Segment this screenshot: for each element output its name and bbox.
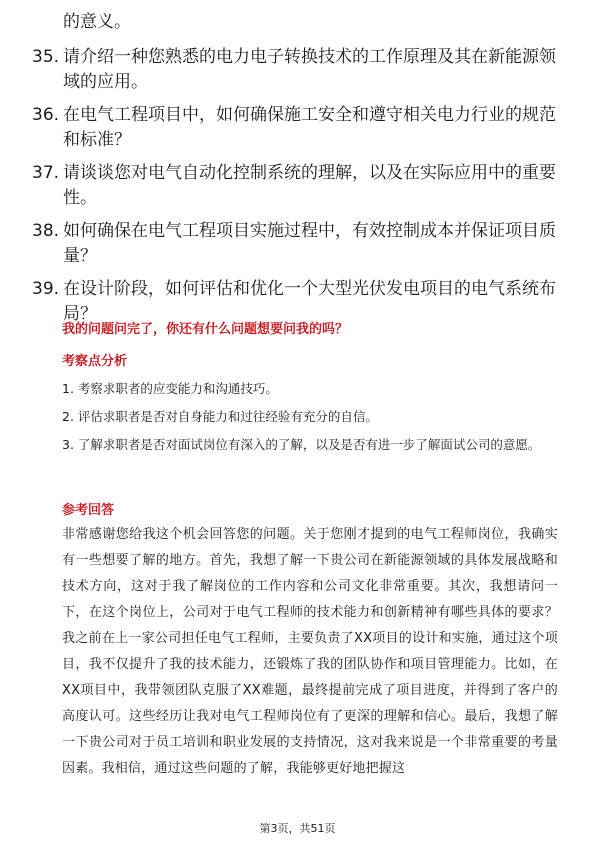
question-number: 39. [32,279,60,299]
continuation-text: 的意义。 [63,12,131,32]
question-text: 请介绍一种您熟悉的电力电子转换技术的工作原理及其在新能源领域的应用。 [63,47,556,92]
answer-paragraph: 非常感谢您给我这个机会回答您的问题。关于您刚才提到的电气工程师岗位，我确实有一些想要了解的地方。首先，我想了解一下贵公司在新能源领域的具体发展战略和技术方向，这对于我了解岗位的工作内容和公司文化非常重要。其次，我想请问一下，在这个岗位上，公司对于电气工程师的技术能力和创新精神有哪些具体的要求？我之前在上一家公司担任电气工程师，主要负责了XX项目的设计和实施，通过这个项目，我不仅提升了我的技术能力，还锻炼了我的团队协作和项目管理能力。比如，在XX项目中，我带领团队克服了XX难题，最终提前完成了项目进度，并得到了客户的高度认可。这些经历让我对电气工程师岗位有了更深的理解和信心。最后，我想了解一下贵公司对于员工培训和职业发展的支持情况，这对我来说是一个非常重要的考量因素。我相信，通过这些问题的了解，我能够更好地把握这 [62,527,558,776]
question-item-37 [32,161,572,211]
question-number: 35. [32,47,60,67]
analysis-item: 3. 了解求职者是否对面试岗位有深入的了解，以及是否有进一步了解面试公司的意愿。 [62,437,541,452]
analysis-item: 1. 考察求职者的应变能力和沟通技巧。 [62,381,278,396]
question-number: 38. [32,221,60,241]
question-continuation [32,10,572,35]
analysis-item: 2. 评估求职者是否对自身能力和过往经验有充分的自信。 [62,409,378,424]
question-list [32,10,572,335]
question-number: 36. [32,105,60,125]
question-text: 请谈谈您对电气自动化控制系统的理解，以及在实际应用中的重要性。 [63,163,556,208]
question-text: 在设计阶段，如何评估和优化一个大型光伏发电项目的电气系统布局？ [63,279,556,324]
question-item-36 [32,103,572,153]
question-item-35 [32,45,572,95]
analysis-heading: 考察点分析 [62,354,128,369]
final-question-heading: 我的问题问完了，你还有什么问题想要问我的吗？ [62,322,349,337]
answer-heading: 参考回答 [62,503,115,518]
analysis-list [62,376,558,460]
question-number: 37. [32,163,60,183]
question-text: 在电气工程项目中，如何确保施工安全和遵守相关电力行业的规范和标准？ [63,105,556,150]
page-footer: 第3页，共51页 [259,822,336,835]
question-item-38 [32,219,572,269]
question-text: 如何确保在电气工程项目实施过程中，有效控制成本并保证项目质量？ [63,221,556,266]
